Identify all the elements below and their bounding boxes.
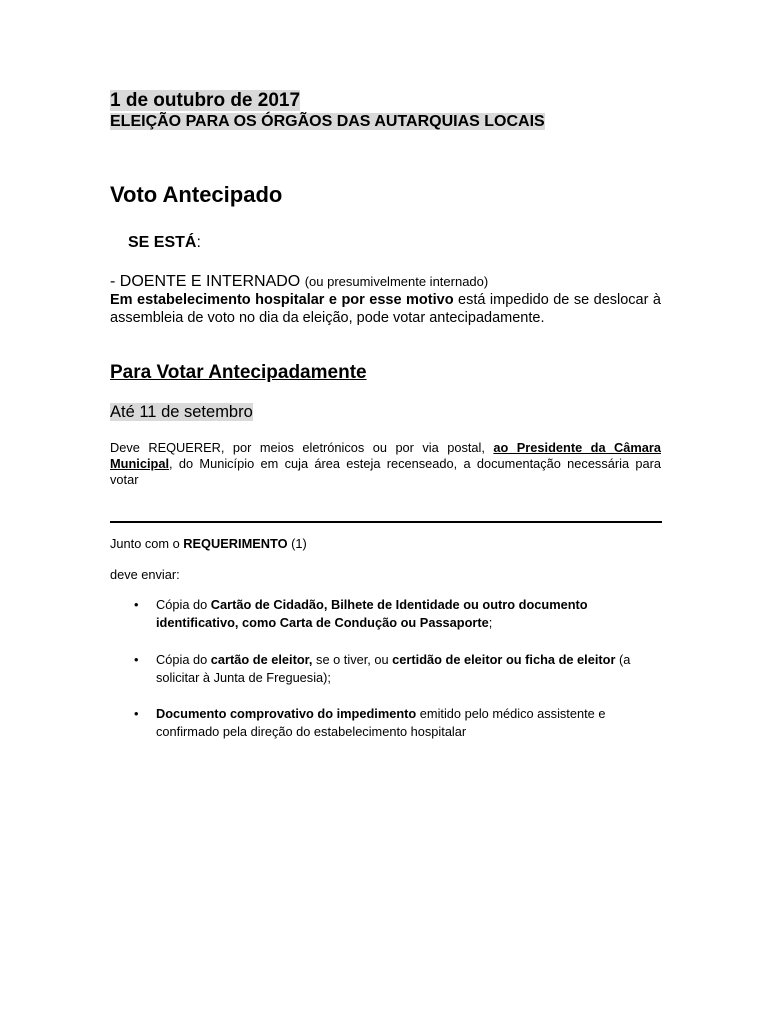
instruction-paragraph <box>110 440 661 488</box>
list-item-text <box>156 651 662 687</box>
list-item-bold: certidão de eleitor ou ficha de eleitor <box>392 652 616 667</box>
bullet-icon: • <box>134 597 139 612</box>
requirements-intro-start: Junto com o <box>110 536 184 551</box>
list-item-text <box>156 705 662 741</box>
list-item-bold: Cartão de Cidadão, Bilhete de Identidade ou outro documento identificativo, como Carta de Condução ou Passaporte <box>156 597 588 630</box>
case-description <box>110 291 661 327</box>
condition-colon: : <box>196 234 201 251</box>
list-item-plain: Cópia do <box>156 652 211 667</box>
page-title: Voto Antecipado <box>110 182 283 207</box>
instruction-end: , do Município em cuja área esteja recenseado, a documentação necessária para votar <box>110 456 661 487</box>
case-heading-text: - DOENTE E INTERNADO <box>110 273 301 290</box>
election-name-text: ELEIÇÃO PARA OS ÓRGÃOS DAS AUTARQUIAS LOCAIS <box>110 113 545 130</box>
instruction-start: Deve REQUERER, por meios eletrónicos ou por via postal, <box>110 440 494 455</box>
section-title: Para Votar Antecipadamente <box>110 362 367 383</box>
bullet-icon: • <box>134 706 139 721</box>
requirements-intro <box>110 536 307 552</box>
list-item-plain: Cópia do <box>156 597 211 612</box>
condition-heading <box>128 233 201 253</box>
list-item-plain: (a solicitar à Junta de Freguesia); <box>156 652 631 685</box>
case-heading-note: (ou presumivelmente internado) <box>304 274 489 289</box>
requirements-intro-end: (1) <box>287 536 307 551</box>
list-item-plain: se o tiver, ou <box>312 652 393 667</box>
list-item-bold: cartão de eleitor, <box>210 652 313 667</box>
case-description-rest: está impedido de se deslocar à assembleia de voto no dia da eleição, pode votar antecipadamente. <box>110 292 661 326</box>
requirements-send: deve enviar: <box>110 567 180 582</box>
requirements-intro-bold: REQUERIMENTO <box>183 536 288 551</box>
election-date <box>110 90 300 112</box>
horizontal-divider <box>110 521 662 523</box>
list-item-bold: Documento comprovativo do impedimento <box>156 706 417 721</box>
list-item-plain: emitido pelo médico assistente e confirmado pela direção do estabelecimento hospitalar <box>156 706 606 739</box>
list-item-text <box>156 596 662 632</box>
deadline-text: Até 11 de setembro <box>110 403 253 421</box>
instruction-recipient: ao Presidente da Câmara Municipal <box>110 440 661 471</box>
case-description-bold: Em estabelecimento hospitalar e por esse motivo <box>110 292 454 308</box>
bullet-icon: • <box>134 652 139 667</box>
case-heading <box>110 272 488 292</box>
condition-label: SE ESTÁ <box>128 234 197 251</box>
list-item-plain: ; <box>488 615 493 630</box>
document-page <box>110 0 662 1024</box>
deadline <box>110 401 253 423</box>
election-date-text: 1 de outubro de 2017 <box>110 90 301 111</box>
election-name <box>110 112 545 132</box>
